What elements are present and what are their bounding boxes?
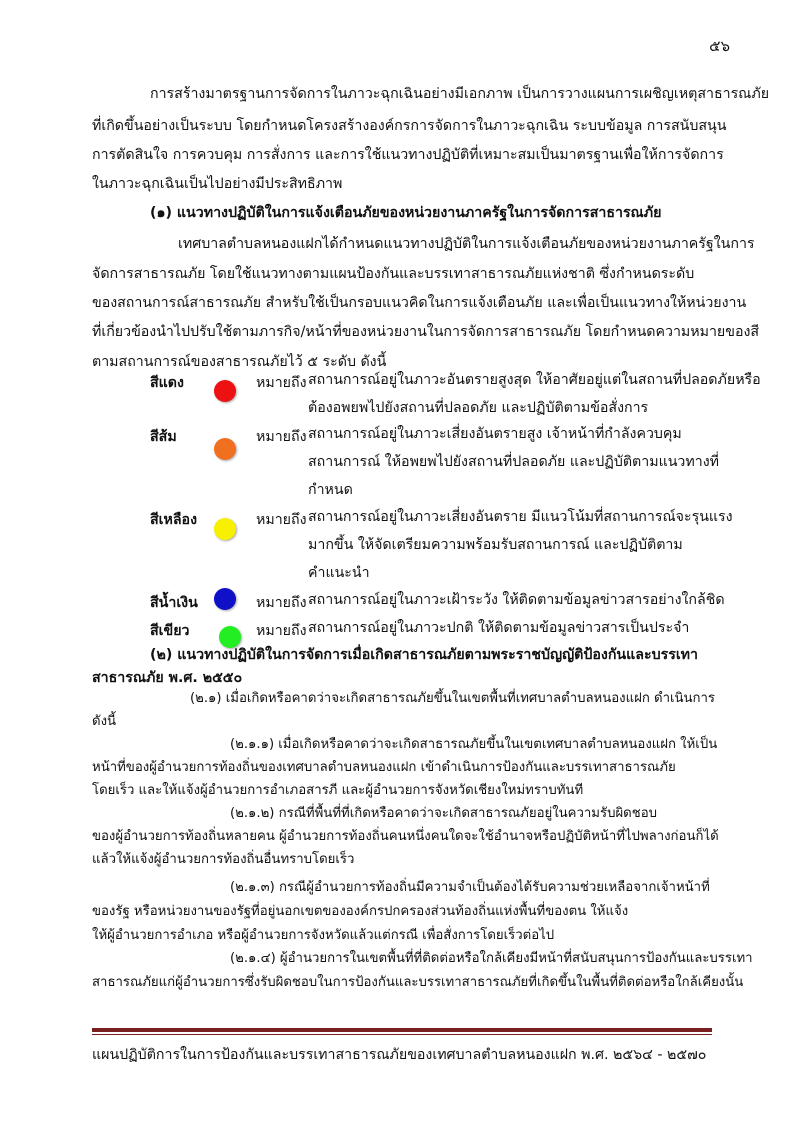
color-desc-line: มากขึ้น ให้จัดเตรียมความพร้อมรับสถานการณ์ และปฏิบัติตาม (308, 537, 683, 553)
section1-line: เทศบาลตำบลหนองแฝกได้กำหนดแนวทางปฏิบัติในการแจ้งเตือนภัยของหน่วยงานภาครัฐในการ (178, 236, 755, 252)
color-label-yellow: สีเหลือง (150, 512, 198, 528)
yellow-dot-icon (214, 518, 236, 540)
intro-line: การตัดสินใจ การควบคุม การสั่งการ และการใช้แนวทางปฏิบัติที่เหมาะสมเป็นมาตรฐานเพื่อให้การจัดการ (92, 147, 724, 163)
section2-line: (๒.๑.๔) ผู้อำนวยการในเขตพื้นที่ที่ติดต่อหรือใกล้เคียงมีหน้าที่สนับสนุนการป้องกันและบรรเทา (230, 951, 753, 966)
intro-line: ในภาวะฉุกเฉินเป็นไปอย่างมีประสิทธิภาพ (92, 176, 343, 192)
color-desc-line: กำหนด (308, 482, 353, 498)
color-label-blue: สีน้ำเงิน (150, 595, 198, 611)
color-desc-line: สถานการณ์ ให้อพยพไปยังสถานที่ปลอดภัย และปฏิบัติตามแนวทางที่ (308, 454, 719, 470)
color-desc-line: ต้องอพยพไปยังสถานที่ปลอดภัย และปฏิบัติตามข้อสั่งการ (308, 400, 649, 416)
color-desc-line: สถานการณ์อยู่ในภาวะเสี่ยงอันตรายสูง เจ้าหน้าที่กำลังควบคุม (308, 426, 682, 442)
intro-line: การสร้างมาตรฐานการจัดการในภาวะฉุกเฉินอย่างมีเอกภาพ เป็นการวางแผนการเผชิญเหตุสาธารณภัย (150, 86, 770, 102)
section2-line: ของรัฐ หรือหน่วยงานของรัฐที่อยู่นอกเขตขององค์กรปกครองส่วนท้องถิ่นแห่งพื้นที่ของตน ให้แจ้ง (92, 904, 629, 919)
section2-line: (๒.๑.๓) กรณีผู้อำนวยการท้องถิ่นมีความจำเป็นต้องได้รับความช่วยเหลือจากเจ้าหน้าที่ (230, 880, 710, 895)
section2-line: ให้ผู้อำนวยการอำเภอ หรือผู้อำนวยการจังหวัดแล้วแต่กรณี เพื่อสั่งการโดยเร็วต่อไป (92, 928, 555, 943)
color-desc-line: คำแนะนำ (308, 565, 370, 581)
color-desc-line: สถานการณ์อยู่ในภาวะเฝ้าระวัง ให้ติดตามข้อมูลข่าวสารอย่างใกล้ชิด (308, 592, 725, 608)
blue-dot-icon (214, 588, 236, 610)
color-desc-line: สถานการณ์อยู่ในภาวะเสี่ยงอันตราย มีแนวโน้มที่สถานการณ์จะรุนแรง (308, 509, 733, 525)
means-label: หมายถึง (256, 375, 307, 391)
footer-rule (92, 1034, 712, 1035)
section1-line: ตามสถานการณ์ของสาธารณภัยไว้ ๕ ระดับ ดังนี้ (92, 354, 387, 370)
intro-line: ที่เกิดขึ้นอย่างเป็นระบบ โดยกำหนดโครงสร้างองค์กรการจัดการในภาวะฉุกเฉิน ระบบข้อมูล การสนับสนุน (92, 118, 727, 134)
section2-line: ของผู้อำนวยการท้องถิ่นหลายคน ผู้อำนวยการท้องถิ่นคนหนึ่งคนใดจะใช้อำนาจหรือปฏิบัติหน้าที่ไปพลางก่อนก็ได้ (92, 829, 719, 844)
footer-text: แผนปฏิบัติการในการป้องกันและบรรเทาสาธารณภัยของเทศบาลตำบลหนองแฝก พ.ศ. ๒๕๖๔ - ๒๕๗๐ (92, 1047, 707, 1063)
section2-line: สาธารณภัยแก่ผู้อำนวยการซึ่งรับผิดชอบในการป้องกันและบรรเทาสาธารณภัยที่เกิดขึ้นในพื้นที่ติดต่อหรือใกล้เคียงนั้น (92, 975, 744, 990)
section1-heading: (๑) แนวทางปฏิบัติในการแจ้งเตือนภัยของหน่วยงานภาครัฐในการจัดการสาธารณภัย (150, 205, 662, 221)
color-label-red: สีแดง (150, 375, 184, 391)
section2-line: (๒.๑.๑) เมื่อเกิดหรือคาดว่าจะเกิดสาธารณภัยขึ้นในเขตเทศบาลตำบลหนองแฝก ให้เป็น (230, 737, 718, 752)
section1-line: จัดการสาธารณภัย โดยใช้แนวทางตามแผนป้องกันและบรรเทาสาธารณภัยแห่งชาติ ซึ่งกำหนดระดับ (92, 266, 695, 282)
section2-line: หน้าที่ของผู้อำนวยการท้องถิ่นของเทศบาลตำบลหนองแฝก เข้าดำเนินการป้องกันและบรรเทาสาธารณภัย (92, 760, 676, 775)
color-desc-line: สถานการณ์อยู่ในภาวะปกติ ให้ติดตามข้อมูลข่าวสารเป็นประจำ (308, 620, 690, 636)
section1-line: ของสถานการณ์สาธารณภัย สำหรับใช้เป็นกรอบแนวคิดในการแจ้งเตือนภัย และเพื่อเป็นแนวทางให้หน่วยงาน (92, 295, 747, 311)
red-dot-icon (214, 380, 236, 402)
section2-line: (๒.๑.๒) กรณีที่พื้นที่ที่เกิดหรือคาดว่าจะเกิดสาธารณภัยอยู่ในความรับผิดชอบ (230, 806, 657, 821)
section2-line: โดยเร็ว และให้แจ้งผู้อำนวยการอำเภอสารภี และผู้อำนวยการจังหวัดเชียงใหม่ทราบทันที (92, 783, 584, 798)
section2-line: แล้วให้แจ้งผู้อำนวยการท้องถิ่นอื่นทราบโดยเร็ว (92, 852, 355, 867)
section2-heading: สาธารณภัย พ.ศ. ๒๕๕๐ (92, 670, 243, 686)
color-label-green: สีเขียว (150, 623, 190, 639)
color-desc-line: สถานการณ์อยู่ในภาวะอันตรายสูงสุด ให้อาศัยอยู่แต่ในสถานที่ปลอดภัยหรือ (308, 372, 761, 388)
means-label: หมายถึง (256, 512, 307, 528)
section2-line: ดังนี้ (92, 714, 117, 729)
page-number: ๕๖ (709, 37, 730, 55)
section1-line: ที่เกี่ยวข้องนำไปปรับใช้ตามภารกิจ/หน้าที่ของหน่วยงานในการจัดการสาธารณภัย โดยกำหนดความหมายของสี (92, 324, 760, 340)
means-label: หมายถึง (256, 623, 307, 639)
orange-dot-icon (214, 438, 236, 460)
means-label: หมายถึง (256, 595, 307, 611)
means-label: หมายถึง (256, 429, 307, 445)
color-label-orange: สีส้ม (150, 429, 177, 445)
section2-heading: (๒) แนวทางปฏิบัติในการจัดการเมื่อเกิดสาธารณภัยตามพระราชบัญญัติป้องกันและบรรเทา (150, 647, 698, 663)
section2-line: (๒.๑) เมื่อเกิดหรือคาดว่าจะเกิดสาธารณภัยขึ้นในเขตพื้นที่เทศบาลตำบลหนองแฝก ดำเนินการ (190, 691, 715, 706)
footer-rule (92, 1028, 712, 1032)
